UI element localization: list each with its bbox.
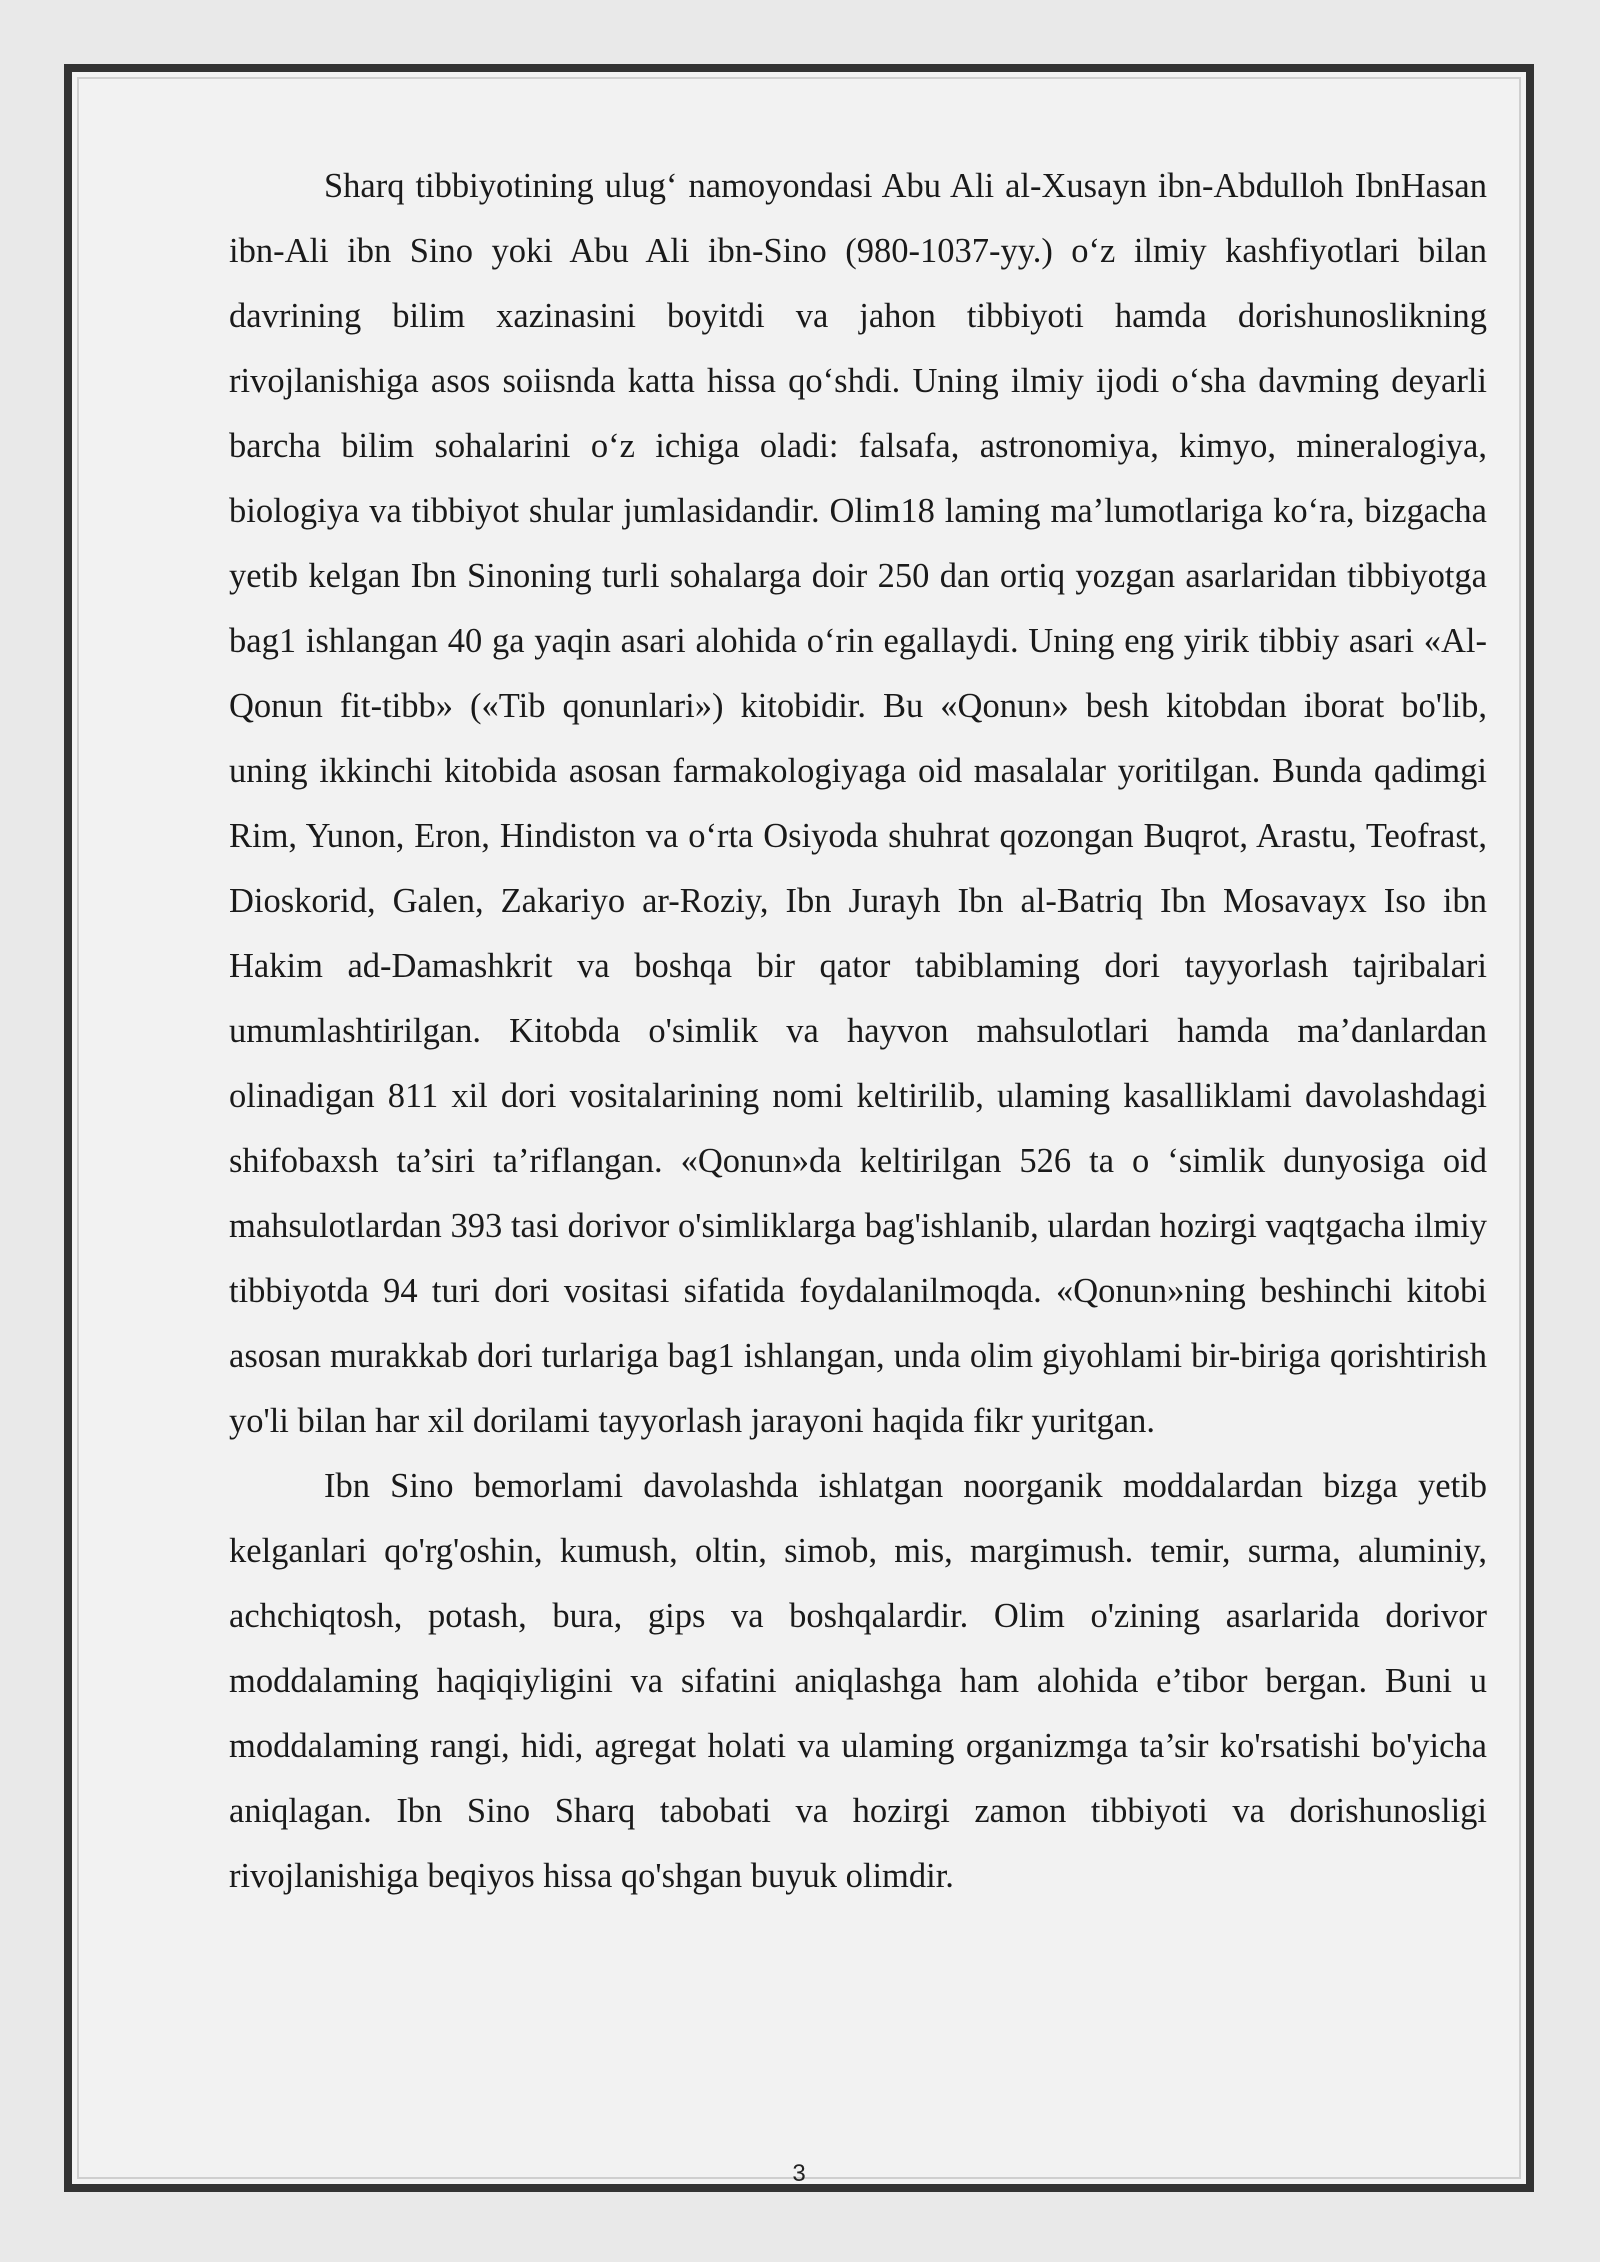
document-page — [64, 64, 1534, 2192]
page-number: 3 — [792, 2160, 806, 2187]
page-content — [229, 154, 1487, 1909]
paragraph-2: Ibn Sino bemorlami davolashda ishlatgan noorganik moddalardan bizga yetib kelganlari qo'rg'oshin, kumush, oltin, simob, mis, margimush. temir, surma, aluminiy, achchiqtosh, potash, bura, gips va boshqalardir. Olim o'zining asarlarida dorivor moddalaming haqiqiyligini va sifatini aniqlashga ham alohida e’tibor bergan. Buni u moddalaming rangi, hidi, agregat holati va ulaming organizmga ta’sir ko'rsatishi bo'yicha aniqlagan. Ibn Sino Sharq tabobati va hozirgi zamon tibbiyoti va dorishunosligi rivojlanishiga beqiyos hissa qo'shgan buyuk olimdir. — [229, 1467, 1487, 1895]
paragraph-1: Sharq tibbiyotining ulug‘ namoyondasi Abu Ali al-Xusayn ibn-Abdulloh IbnHasan ibn-Ali ibn Sino yoki Abu Ali ibn-Sino (980-1037-yy.) o‘z ilmiy kashfiyotlari bilan davrining bilim xazinasini boyitdi va jahon tibbiyoti hamda dorishunoslikning rivojlanishiga asos soiisnda katta hissa qo‘shdi. Uning ilmiy ijodi o‘sha davming deyarli barcha bilim sohalarini o‘z ichiga oladi: falsafa, astronomiya, kimyo, mineralogiya, biologiya va tibbiyot shular jumlasidandir. Olim18 laming ma’lumotlariga ko‘ra, bizgacha yetib kelgan Ibn Sinoning turli sohalarga doir 250 dan ortiq yozgan asarlaridan tibbiyotga bag1 ishlangan 40 ga yaqin asari alohida o‘rin egallaydi. Uning eng yirik tibbiy asari «Al-Qonun fit-tibb» («Tib qonunlari») kitobidir. Bu «Qonun» besh kitobdan iborat bo'lib, uning ikkinchi kitobida asosan farmakologiyaga oid masalalar yoritilgan. Bunda qadimgi Rim, Yunon, Eron, Hindiston va o‘rta Osiyoda shuhrat qozongan Buqrot, Arastu, Teofrast, Dioskorid, Galen, Zakariyo ar-Roziy, Ibn Jurayh Ibn al-Batriq Ibn Mosavayx Iso ibn Hakim ad-Damashkrit va boshqa bir qator tabiblaming dori tayyorlash tajribalari umumlashtirilgan. Kitobda o'simlik va hayvon mahsulotlari hamda ma’danlardan olinadigan 811 xil dori vositalarining nomi keltirilib, ulaming kasalliklami davolashdagi shifobaxsh ta’siri ta’riflangan. «Qonun»da keltirilgan 526 ta o ‘simlik dunyosiga oid mahsulotlardan 393 tasi dorivor o'simliklarga bag'ishlanib, ulardan hozirgi vaqtgacha ilmiy tibbiyotda 94 turi dori vositasi sifatida foydalanilmoqda. «Qonun»ning beshinchi kitobi asosan murakkab dori turlariga bag1 ishlangan, unda olim giyohlami bir-biriga qorishtirish yo'li bilan har xil dorilami tayyorlash jarayoni haqida fikr yuritgan. — [229, 167, 1487, 1440]
